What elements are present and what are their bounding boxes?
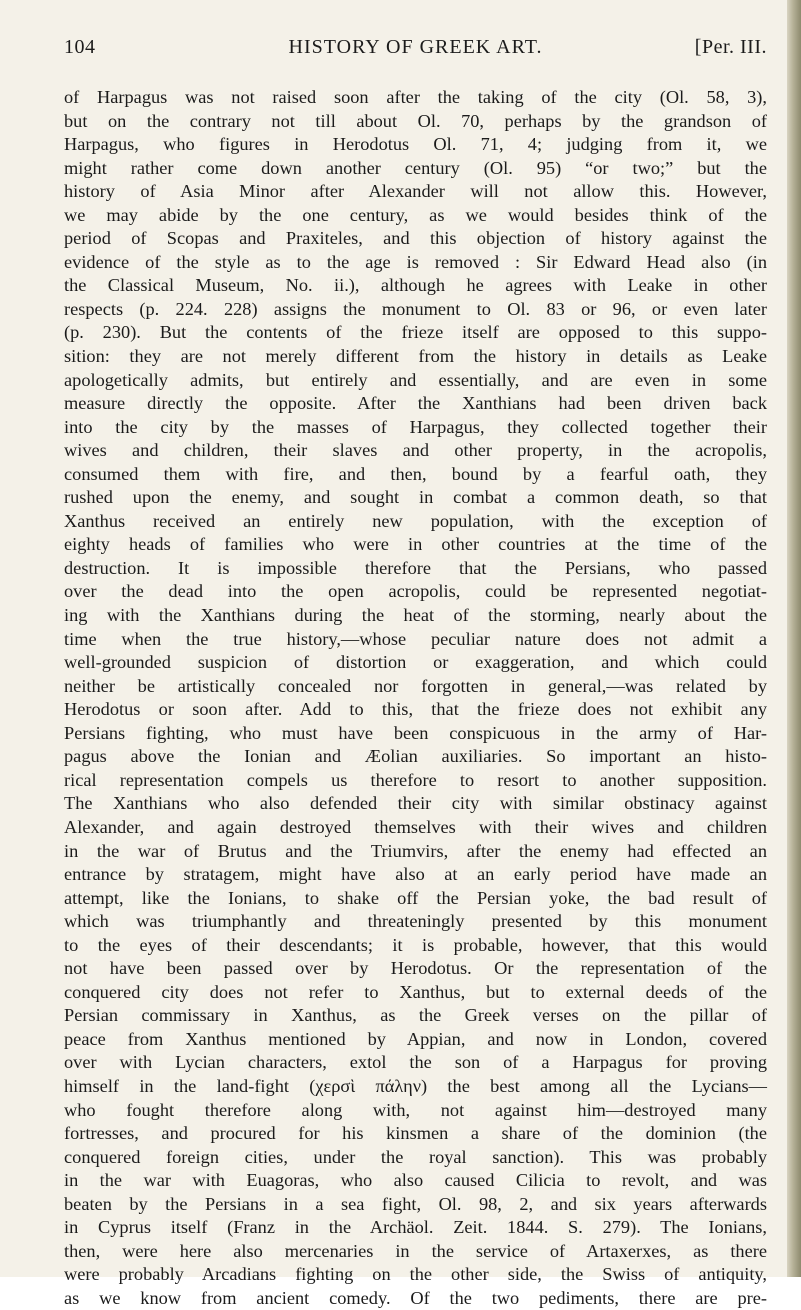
text-line: might rather come down another century (Ol. 95) “or two;” but the bbox=[64, 157, 767, 178]
text-line: in the war of Brutus and the Triumvirs, after the enemy had effected an bbox=[64, 840, 767, 861]
text-line: of Harpagus was not raised soon after the taking of the city (Ol. 58, 3), bbox=[64, 87, 767, 107]
text-line: neither be artistically concealed nor forgotten in general,—was related by bbox=[64, 675, 767, 696]
text-line: to the eyes of their descendants; it is probable, however, that this would bbox=[64, 934, 767, 955]
text-line: pagus above the Ionian and Æolian auxiliaries. So important an histo- bbox=[64, 746, 767, 767]
page-header bbox=[64, 36, 767, 64]
text-line: well-grounded suspicion of distortion or exaggeration, and which could bbox=[64, 652, 767, 673]
running-title: HISTORY OF GREEK ART. bbox=[288, 36, 543, 58]
text-line: over with Lycian characters, extol the son of a Harpagus for proving bbox=[64, 1052, 767, 1073]
text-line: destruction. It is impossible therefore that the Persians, who passed bbox=[64, 557, 767, 578]
text-line: as we know from ancient comedy. Of the two pediments, there are pre- bbox=[64, 1287, 767, 1308]
text-line: rushed upon the enemy, and sought in combat a common death, so that bbox=[64, 487, 767, 508]
text-line: Herodotus or soon after. Add to this, that the frieze does not exhibit any bbox=[64, 699, 767, 720]
text-line: fortresses, and procured for his kinsmen a share of the dominion (the bbox=[64, 1123, 767, 1144]
text-line: in the war with Euagoras, who also caused Cilicia to revolt, and was bbox=[64, 1170, 767, 1191]
text-line: rical representation compels us therefore to resort to another supposition. bbox=[64, 769, 767, 790]
body-text bbox=[64, 86, 767, 1310]
text-line: Harpagus, who figures in Herodotus Ol. 71, 4; judging from it, we bbox=[64, 134, 767, 155]
page-edge-shadow bbox=[787, 0, 801, 1277]
text-line: The Xanthians who also defended their city with similar obstinacy against bbox=[64, 793, 767, 814]
text-line: into the city by the masses of Harpagus, they collected together their bbox=[64, 416, 767, 437]
text-line: over the dead into the open acropolis, could be represented negotiat- bbox=[64, 581, 767, 602]
text-line: not have been passed over by Herodotus. Or the representation of the bbox=[64, 958, 767, 979]
text-line: ing with the Xanthians during the heat of the storming, nearly about the bbox=[64, 605, 767, 626]
text-line: evidence of the style as to the age is removed : Sir Edward Head also (in bbox=[64, 251, 767, 272]
text-line: apologetically admits, but entirely and essentially, and are even in some bbox=[64, 369, 767, 390]
text-line: Alexander, and again destroyed themselves with their wives and children bbox=[64, 816, 767, 837]
text-line: peace from Xanthus mentioned by Appian, and now in London, covered bbox=[64, 1028, 767, 1049]
text-line: himself in the land-fight (χερσὶ πάλην) the best among all the Lycians— bbox=[64, 1075, 767, 1096]
text-line: the Classical Museum, No. ii.), although he agrees with Leake in other bbox=[64, 275, 767, 296]
text-line: entrance by stratagem, might have also at an early period have made an bbox=[64, 864, 767, 885]
text-line: respects (p. 224. 228) assigns the monument to Ol. 83 or 96, or even later bbox=[64, 298, 767, 319]
text-line: Persian commissary in Xanthus, as the Greek verses on the pillar of bbox=[64, 1005, 767, 1026]
text-line: time when the true history,—whose peculiar nature does not admit a bbox=[64, 628, 767, 649]
page-number: 104 bbox=[64, 36, 96, 58]
text-line: wives and children, their slaves and other property, in the acropolis, bbox=[64, 440, 767, 461]
text-line: conquered foreign cities, under the royal sanction). This was probably bbox=[64, 1146, 767, 1167]
text-line: who fought therefore along with, not against him—destroyed many bbox=[64, 1099, 767, 1120]
text-line: eighty heads of families who were in other countries at the time of the bbox=[64, 534, 767, 555]
period-marker: [Per. III. bbox=[694, 36, 767, 58]
text-line: we may abide by the one century, as we would besides think of the bbox=[64, 204, 767, 225]
text-line: consumed them with fire, and then, bound by a fearful oath, they bbox=[64, 463, 767, 484]
text-line: attempt, like the Ionians, to shake off the Persian yoke, the bad result of bbox=[64, 887, 767, 908]
text-line: Xanthus received an entirely new population, with the exception of bbox=[64, 510, 767, 531]
text-line: measure directly the opposite. After the Xanthians had been driven back bbox=[64, 393, 767, 414]
text-line: were probably Arcadians fighting on the other side, the Swiss of antiquity, bbox=[64, 1264, 767, 1285]
text-line: sition: they are not merely different from the history in details as Leake bbox=[64, 346, 767, 367]
text-line: then, were here also mercenaries in the service of Artaxerxes, as there bbox=[64, 1240, 767, 1261]
text-line: which was triumphantly and threateningly presented by this monument bbox=[64, 911, 767, 932]
text-line: in Cyprus itself (Franz in the Archäol. Zeit. 1844. S. 279). The Ionians, bbox=[64, 1217, 767, 1238]
text-line: conquered city does not refer to Xanthus, but to external deeds of the bbox=[64, 981, 767, 1002]
text-line: but on the contrary not till about Ol. 70, perhaps by the grandson of bbox=[64, 110, 767, 131]
text-line: history of Asia Minor after Alexander will not allow this. However, bbox=[64, 181, 767, 202]
text-line: (p. 230). But the contents of the frieze itself are opposed to this suppo- bbox=[64, 322, 767, 343]
text-line: beaten by the Persians in a sea fight, Ol. 98, 2, and six years afterwards bbox=[64, 1193, 767, 1214]
text-line: Persians fighting, who must have been conspicuous in the army of Har- bbox=[64, 722, 767, 743]
text-line: period of Scopas and Praxiteles, and this objection of history against the bbox=[64, 228, 767, 249]
